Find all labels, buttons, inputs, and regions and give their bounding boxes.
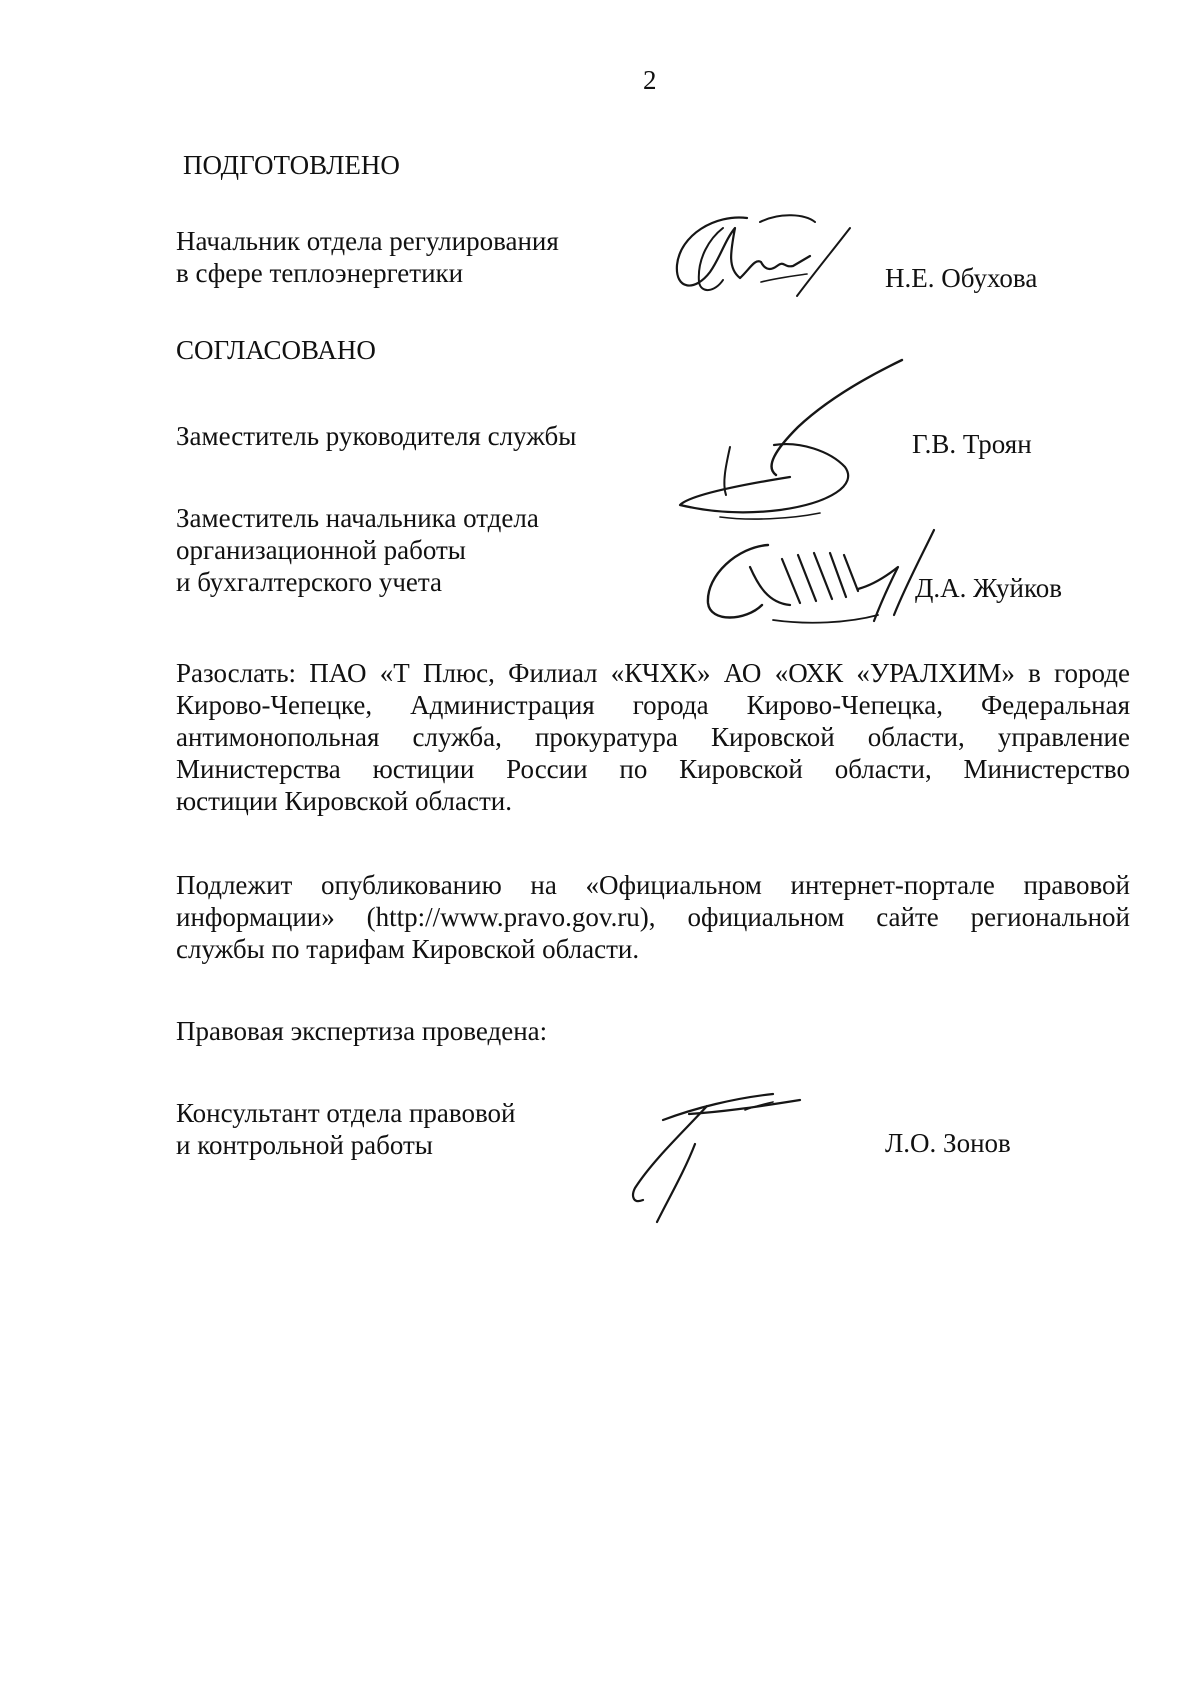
distribution-line: Министерства юстиции России по Кировской области, Министерство: [176, 754, 1130, 784]
page-number: 2: [643, 65, 657, 95]
distribution-line: антимонопольная служба, прокуратура Кировской области, управление: [176, 722, 1130, 752]
prepared-position-line: в сфере теплоэнергетики: [176, 258, 464, 288]
agreed-name: Д.А. Жуйков: [915, 573, 1062, 603]
publication-paragraph: [176, 869, 1130, 965]
distribution-line: Разослать: ПАО «Т Плюс, Филиал «КЧХК» АО «ОХК «УРАЛХИМ» в городе: [176, 658, 1130, 688]
agreed-name: Г.В. Троян: [912, 429, 1032, 459]
legal-review-name: Л.О. Зонов: [885, 1128, 1011, 1158]
agreed-position: [176, 502, 539, 598]
publication-line: информации» (http://www.pravo.gov.ru), официальном сайте региональной: [176, 902, 1130, 932]
distribution-paragraph: [176, 657, 1130, 817]
signature-obukhova: [665, 210, 870, 315]
distribution-line: юстиции Кировской области.: [176, 786, 512, 816]
legal-review-position-line: и контрольной работы: [176, 1130, 433, 1160]
signature-zonov: [625, 1080, 820, 1230]
agreed-position-line: организационной работы: [176, 535, 466, 565]
signature-zhuikov: [698, 525, 948, 635]
legal-review-heading: Правовая экспертиза проведена:: [176, 1016, 548, 1046]
distribution-line: Кирово-Чепецке, Администрация города Кирово-Чепецка, Федеральная: [176, 690, 1130, 720]
agreed-heading: СОГЛАСОВАНО: [176, 335, 376, 365]
agreed-position-line: и бухгалтерского учета: [176, 567, 443, 597]
prepared-position: [176, 225, 559, 289]
publication-line: службы по тарифам Кировской области.: [176, 934, 640, 964]
prepared-position-line: Начальник отдела регулирования: [176, 226, 559, 256]
legal-review-position: [176, 1097, 515, 1161]
publication-line: Подлежит опубликованию на «Официальном интернет-портале правовой: [176, 870, 1130, 900]
legal-review-position-line: Консультант отдела правовой: [176, 1098, 516, 1128]
prepared-heading: ПОДГОТОВЛЕНО: [183, 150, 400, 180]
signature-troyan: [670, 355, 925, 535]
agreed-position-line: Заместитель руководителя службы: [176, 421, 577, 451]
agreed-position: [176, 420, 576, 452]
agreed-position-line: Заместитель начальника отдела: [176, 503, 539, 533]
prepared-name: Н.Е. Обухова: [885, 263, 1038, 293]
